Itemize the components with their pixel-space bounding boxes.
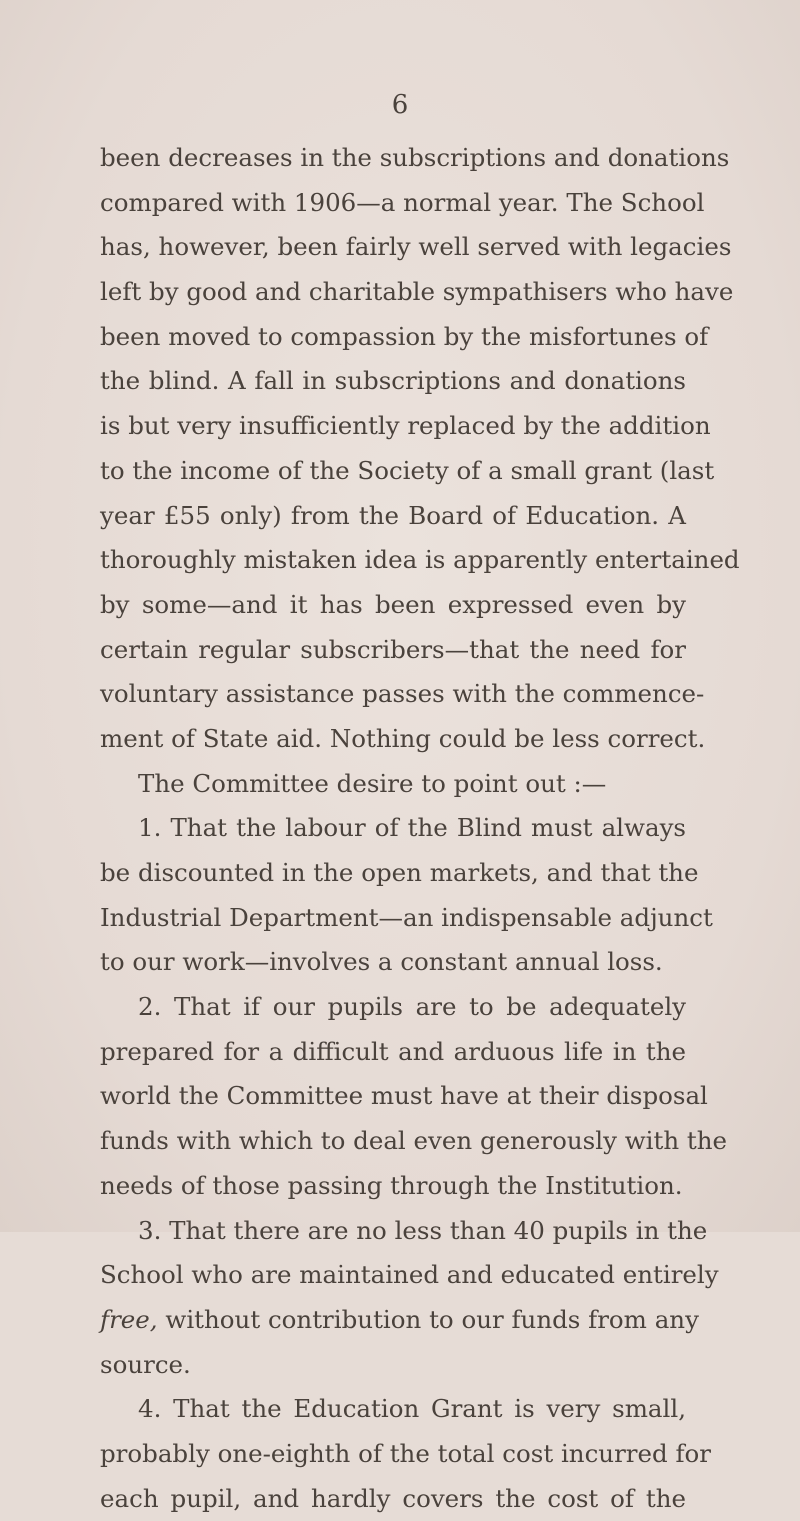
text-line: left by good and charitable sympathisers who have — [100, 277, 734, 307]
text-line: by some—and it has been expressed even by — [100, 589, 686, 619]
text-line: be discounted in the open markets, and that the — [100, 858, 699, 887]
text-line: ment of State aid. Nothing could be less correct. — [100, 723, 706, 753]
text-line: to our work—involves a constant annual loss. — [100, 947, 663, 977]
body-text — [100, 136, 740, 1521]
text-line: probably one-eighth of the total cost incurred for — [100, 1438, 712, 1468]
text-line: free, without contribution to our funds from any — [100, 1304, 699, 1334]
emphasis-free: free, — [100, 1304, 158, 1334]
page-number: 6 — [391, 90, 409, 120]
text-line: been decreases in the subscriptions and donations — [100, 143, 730, 172]
text-line: 4. That the Education Grant is very small, — [138, 1394, 686, 1424]
text-line: voluntary assistance passes with the commence- — [100, 679, 705, 709]
text-line: 3. That there are no less than 40 pupils in the — [138, 1215, 708, 1245]
text-line: funds with which to deal even generously with the — [100, 1126, 728, 1156]
text-line: to the income of the Society of a small grant (last — [100, 455, 715, 485]
text-line: world the Committee must have at their disposal — [100, 1081, 708, 1111]
text-line: thoroughly mistaken idea is apparently entertained — [100, 545, 740, 575]
text-line: the blind. A fall in subscriptions and donations — [100, 366, 686, 396]
text-line: needs of those passing through the Institution. — [100, 1170, 683, 1200]
text-line: certain regular subscribers—that the need for — [100, 634, 686, 664]
text-line: School who are maintained and educated entirely — [100, 1260, 719, 1290]
text-line: each pupil, and hardly covers the cost of the — [100, 1483, 686, 1513]
text-line: compared with 1906—a normal year. The School — [100, 187, 705, 217]
text-line: year £55 only) from the Board of Education. A — [100, 500, 686, 530]
text-line: Industrial Department—an indispensable adjunct — [100, 902, 713, 932]
text-line: The Committee desire to point out :— — [138, 768, 607, 798]
text-line: is but very insufficiently replaced by the addition — [100, 411, 711, 441]
text-line: prepared for a difficult and arduous life in the — [100, 1036, 686, 1066]
text-line: source. — [100, 1349, 191, 1379]
text-line: been moved to compassion by the misfortunes of — [100, 321, 709, 351]
text-line: has, however, been fairly well served with legacies — [100, 232, 732, 262]
text-line: 2. That if our pupils are to be adequately — [138, 992, 686, 1022]
text-line: 1. That the labour of the Blind must always — [138, 813, 686, 843]
